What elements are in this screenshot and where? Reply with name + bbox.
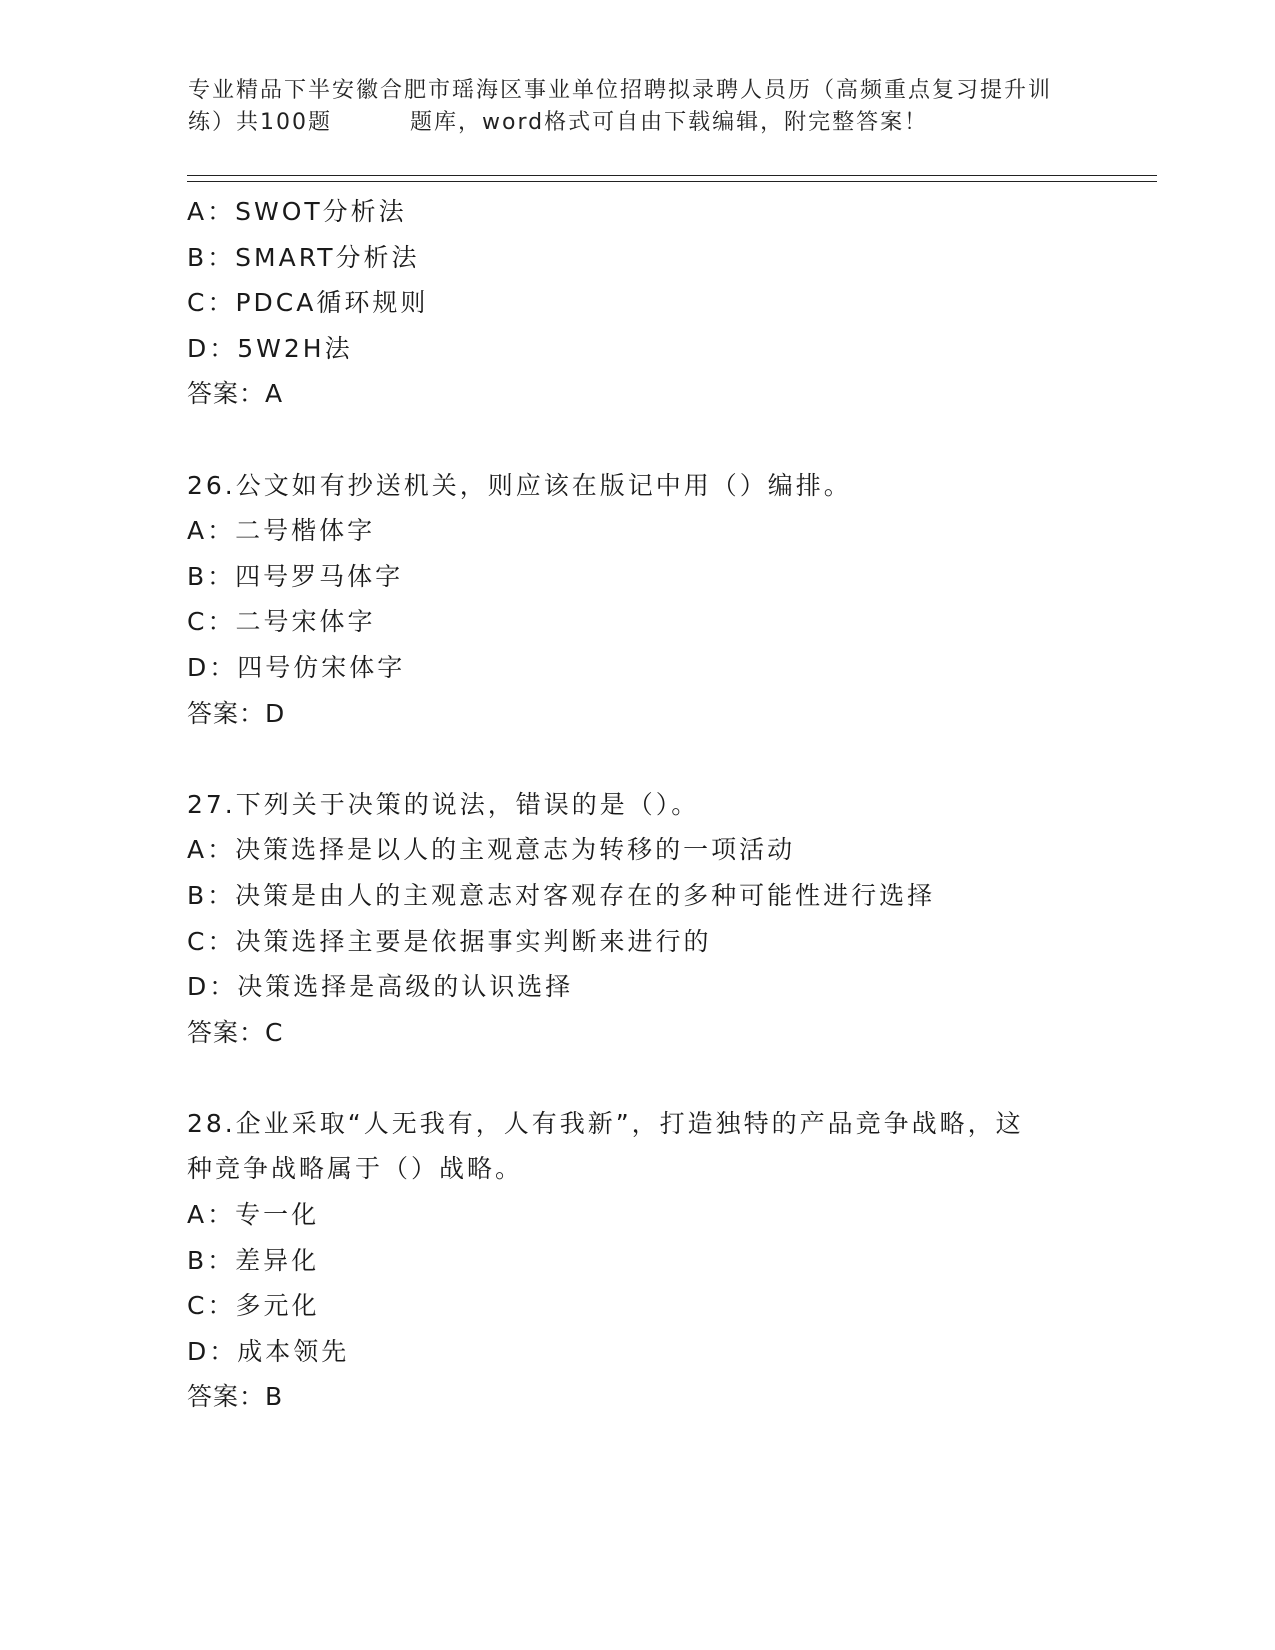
option-a: A：SWOT分析法 (187, 197, 407, 226)
question-stem-line-2: 种竞争战略属于（）战略。 (187, 1154, 524, 1184)
question-stem: 26.公文如有抄送机关，则应该在版记中用（）编排。 (187, 470, 852, 500)
option-c: C：PDCA循环规则 (187, 288, 429, 318)
option-c: C：多元化 (187, 1291, 320, 1321)
document-header (188, 75, 1088, 139)
option-b: B：差异化 (187, 1245, 320, 1275)
option-a: A：决策选择是以人的主观意志为转移的一项活动 (187, 835, 796, 865)
header-title-line-2 (188, 107, 1088, 139)
option-b: B：决策是由人的主观意志对客观存在的多种可能性进行选择 (187, 880, 936, 910)
option-b: B：四号罗马体字 (187, 561, 404, 591)
header-divider-bottom (187, 181, 1157, 182)
answer-line: 答案：C (187, 1017, 284, 1047)
question-list (187, 189, 1147, 1420)
header-title-line-2b: 题库，word格式可自由下载编辑，附完整答案！ (410, 110, 929, 135)
option-c: C：决策选择主要是依据事实判断来进行的 (187, 926, 712, 956)
question-stem-line-1: 28.企业采取“人无我有，人有我新”，打造独特的产品竞争战略，这 (187, 1108, 1024, 1138)
option-d: D：四号仿宋体字 (187, 652, 406, 682)
question-25 (187, 189, 1147, 417)
question-stem: 27.下列关于决策的说法，错误的是（）。 (187, 789, 700, 819)
option-d: D：决策选择是高级的认识选择 (187, 972, 574, 1002)
option-a: A：专一化 (187, 1200, 320, 1230)
question-26 (187, 463, 1147, 737)
question-27 (187, 782, 1147, 1056)
header-divider-top (187, 175, 1157, 176)
option-d: D：成本领先 (187, 1336, 350, 1366)
header-title-line-2a: 练）共100题 (188, 110, 332, 135)
answer-line: 答案：D (187, 698, 286, 728)
header-title-line-1: 专业精品下半安徽合肥市瑶海区事业单位招聘拟录聘人员历（高频重点复习提升训 (188, 78, 1053, 103)
question-28 (187, 1101, 1147, 1420)
option-b: B：SMART分析法 (187, 242, 420, 272)
answer-line: 答案：B (187, 1382, 284, 1412)
option-d: D：5W2H法 (187, 333, 353, 363)
option-c: C：二号宋体字 (187, 607, 376, 637)
answer-line: 答案：A (187, 379, 284, 409)
option-a: A：二号楷体字 (187, 516, 376, 546)
